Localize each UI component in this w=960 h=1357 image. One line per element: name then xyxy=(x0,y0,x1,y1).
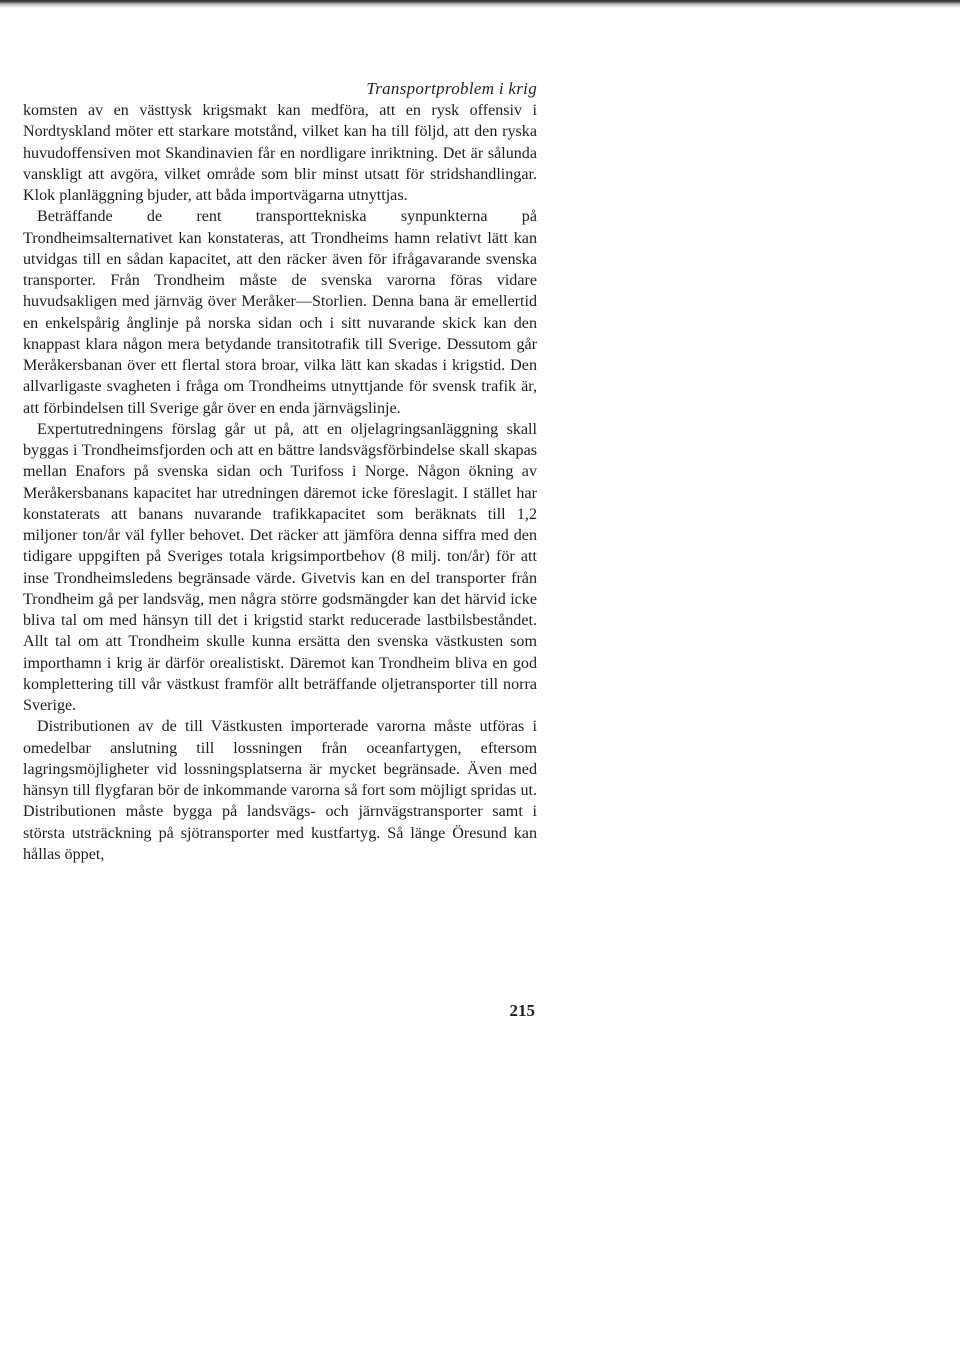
paragraph: Beträffande de rent transporttekniska synpunkterna på Trondheimsalternativet kan konstateras, att Trondheims hamn relativt lätt kan utvidgas till en sådan kapacitet, att den räcker även för ifrågavarande svenska transporter. Från Trondheim måste de svenska varorna föras vidare huvudsakligen med järnväg över Meråker—Storlien. Denna bana är emellertid en enkelspårig ånglinje på norska sidan och i sitt nuvarande skick kan den knappast klara någon mera betydande transitotrafik till Sverige. Dessutom går Meråkersbanan över ett flertal stora broar, vilka lätt kan skadas i krigstid. Den allvarligaste svagheten i fråga om Trondheims utnyttjande för svensk trafik är, att förbindelsen till Sverige går över en enda järnvägslinje. xyxy=(23,208,537,417)
page-number: 215 xyxy=(509,1001,535,1020)
running-head: Transportproblem i krig xyxy=(366,79,537,98)
scan-edge xyxy=(0,0,960,8)
paragraph: komsten av en västtysk krigsmakt kan medföra, att en rysk offensiv i Nordtyskland möter ett starkare motstånd, vilket kan ha till följd, att den ryska huvudoffensiven mot Skandinavien får en nordligare inriktning. Det är sålunda vanskligt att avgöra, vilket område som blir minst utsatt för stridshandlingar. Klok planläggning bjuder, att båda importvägarna utnyttjas. xyxy=(23,102,537,204)
body-text xyxy=(23,100,537,865)
paragraph: Distributionen av de till Västkusten importerade varorna måste utföras i omedelbar anslutning till lossningen från oceanfartygen, eftersom lagringsmöjligheter vid lossningsplatserna är mycket begränsade. Även med hänsyn till flygfaran bör de inkommande varorna så fort som möjligt spridas ut. Distributionen måste bygga på landsvägs- och järnvägstransporter samt i största utsträckning på sjötransporter med kustfartyg. Så länge Öresund kan hållas öppet, xyxy=(23,718,537,863)
paragraph: Expertutredningens förslag går ut på, att en oljelagringsanläggning skall byggas i Trondheimsfjorden och att en bättre landsvägsförbindelse skall skapas mellan Enafors på svenska sidan och Turifoss i Norge. Någon ökning av Meråkersbanans kapacitet har utredningen däremot icke föreslagit. I stället har konstaterats att banans nuvarande trafikkapacitet som beräknats till 1,2 miljoner ton/år väl fyller behovet. Det räcker att jämföra denna siffra med den tidigare uppgiften på Sveriges totala krigsimportbehov (8 milj. ton/år) för att inse Trondheimsledens begränsade värde. Givetvis kan en del transporter från Trondheim gå per landsväg, men några större godsmängder kan det härvid icke bliva tal om med hänsyn till det i krigstid starkt reducerade lastbilsbeståndet. Allt tal om att Trondheim skulle kunna ersätta den svenska västkusten som importhamn i krig är därför orealistiskt. Däremot kan Trondheim bliva en god komplettering till vår västkust framför allt beträffande oljetransporter till norra Sverige. xyxy=(23,420,537,714)
